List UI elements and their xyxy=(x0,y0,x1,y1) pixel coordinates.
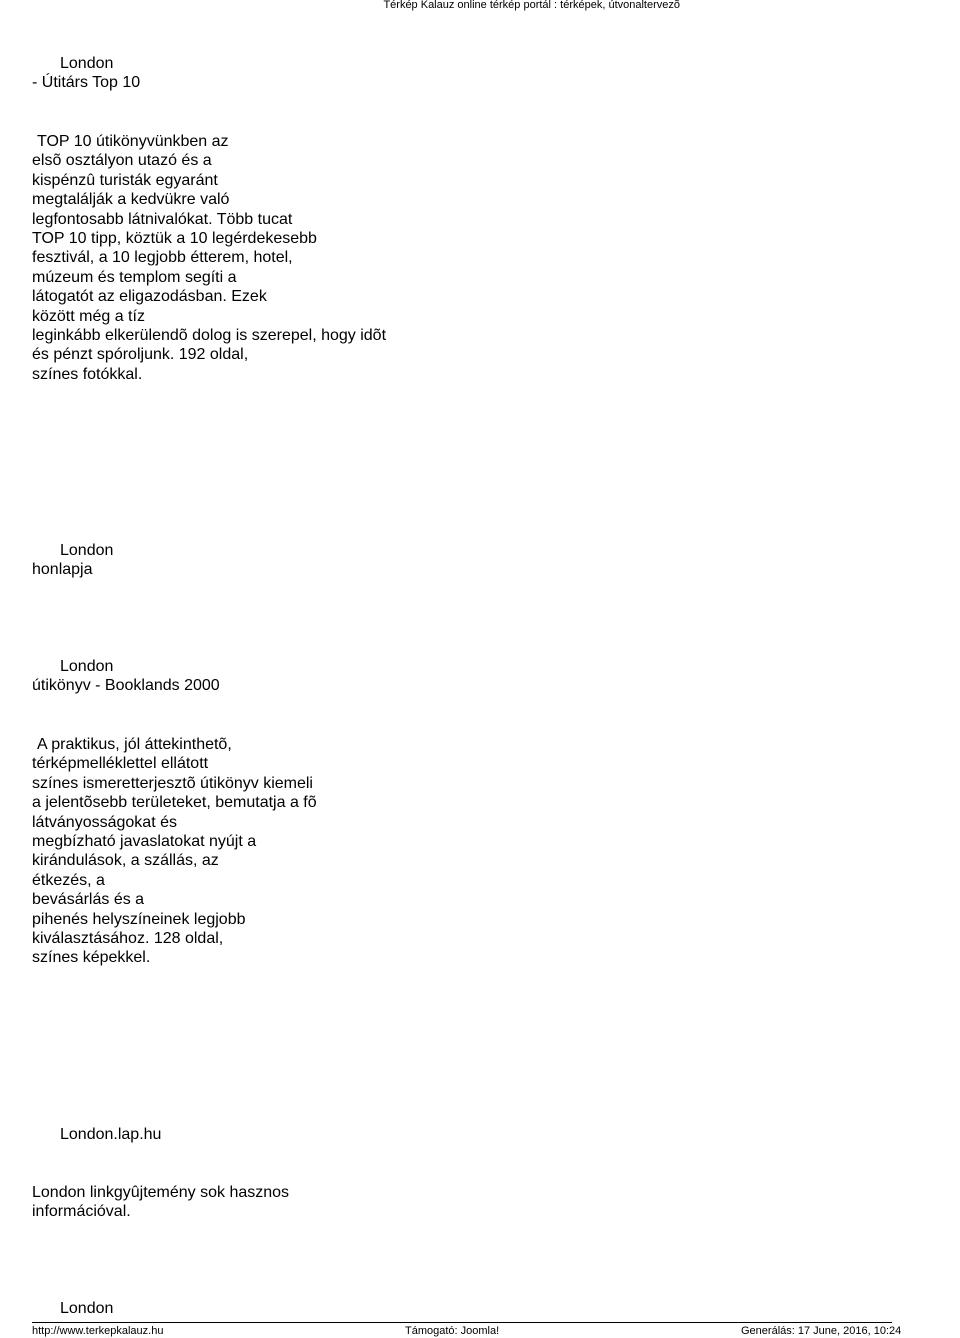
section-top10 xyxy=(32,54,140,93)
description-line: és pénzt spóroljunk. 192 oldal, xyxy=(32,346,249,364)
description-line: színes ismeretterjesztõ útikönyv kiemeli xyxy=(32,774,313,792)
section-subtitle: honlapja xyxy=(32,561,93,579)
page-header: Térkép Kalauz online térkép portál : térképek, útvonaltervezõ xyxy=(383,0,680,11)
footer-generated: Generálás: 17 June, 2016, 10:24 xyxy=(741,1325,902,1337)
description-line: kirándulások, a szállás, az xyxy=(32,852,219,870)
section-guidebook xyxy=(32,657,220,696)
description-line: legfontosabb látnivalókat. Több tucat xyxy=(32,210,293,228)
description-line: színes fotókkal. xyxy=(32,365,143,383)
section-homepage[interactable] xyxy=(32,541,113,580)
description-line: étkezés, a xyxy=(32,871,105,889)
description-line: látogatót az eligazodásban. Ezek xyxy=(32,288,267,306)
section-link-collection xyxy=(32,1125,161,1144)
description-line: fesztivál, a 10 legjobb étterem, hotel, xyxy=(32,249,293,267)
section-title: London xyxy=(60,542,114,559)
description-line: TOP 10 útikönyvünkben az xyxy=(37,133,229,150)
description-line: látványosságokat és xyxy=(32,813,177,831)
section-link-description xyxy=(32,1183,289,1222)
description-line: között még a tíz xyxy=(32,307,145,325)
description-line: térképmelléklettel ellátott xyxy=(32,755,209,773)
description-line: kiválasztásához. 128 oldal, xyxy=(32,930,224,948)
description-line: kispénzû turisták egyaránt xyxy=(32,171,218,189)
description-line: London linkgyûjtemény sok hasznos xyxy=(32,1184,290,1201)
description-line: bevásárlás és a xyxy=(32,891,145,909)
description-line: elsõ osztályon utazó és a xyxy=(32,152,212,170)
footer-divider xyxy=(32,1322,892,1323)
description-line: leginkább elkerülendõ dolog is szerepel, hogy idõt xyxy=(32,327,387,345)
description-line: pihenés helyszíneinek legjobb xyxy=(32,910,246,928)
description-line: információval. xyxy=(32,1203,131,1221)
section-subtitle: - Útitárs Top 10 xyxy=(32,74,141,92)
description-line: megtalálják a kedvükre való xyxy=(32,191,230,209)
section-subtitle: útikönyv - Booklands 2000 xyxy=(32,677,220,695)
section-last xyxy=(32,1299,113,1318)
section-top10-description xyxy=(32,132,386,384)
description-line: A praktikus, jól áttekinthetõ, xyxy=(37,736,232,753)
description-line: megbízható javaslatokat nyújt a xyxy=(32,833,257,851)
section-title: London xyxy=(60,55,114,72)
lap-hu-link[interactable]: London.lap.hu xyxy=(60,1126,162,1143)
description-line: múzeum és templom segíti a xyxy=(32,268,237,286)
description-line: TOP 10 tipp, köztük a 10 legérdekesebb xyxy=(32,230,317,248)
description-line: színes képekkel. xyxy=(32,949,151,967)
description-line: a jelentõsebb területeket, bemutatja a fõ xyxy=(32,794,317,812)
footer-url[interactable]: http://www.terkepkalauz.hu xyxy=(32,1325,164,1337)
section-guidebook-description xyxy=(32,735,317,968)
footer-sponsor: Támogató: Joomla! xyxy=(405,1325,500,1337)
section-title: London xyxy=(60,1300,114,1317)
section-title: London xyxy=(60,658,114,675)
